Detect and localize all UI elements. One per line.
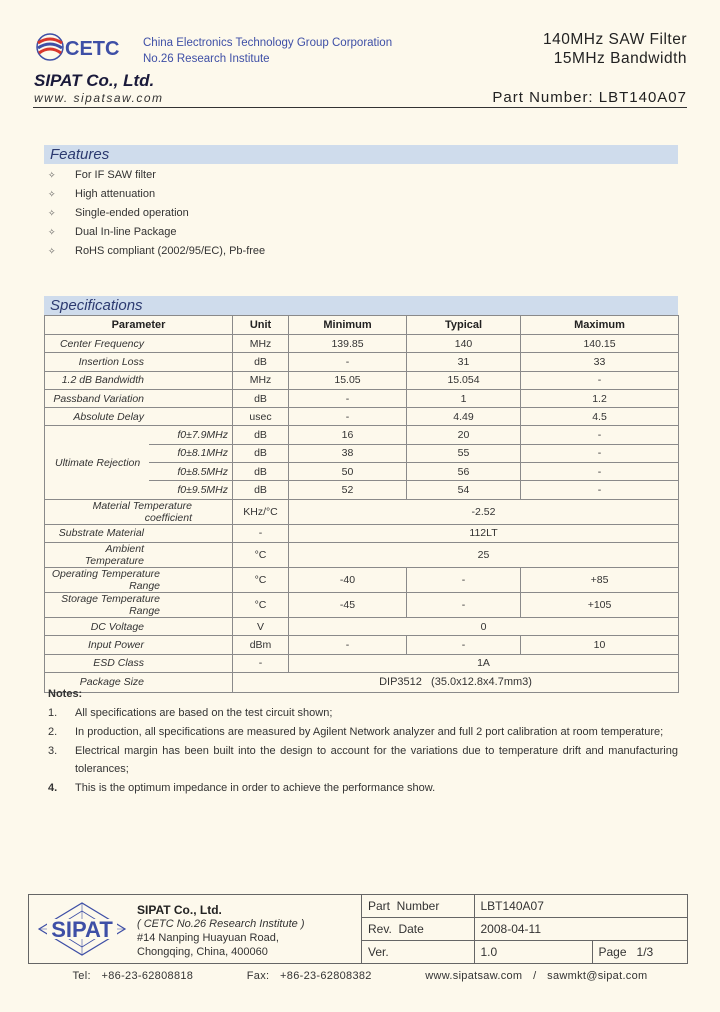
feature-text: High attenuation [75,188,156,200]
param-cell: Insertion Loss [45,353,233,371]
min-cell: - [289,636,407,654]
note-text: All specifications are based on the test circuit shown; [75,706,333,719]
note-number: 4. [48,782,58,794]
table-row [45,371,679,389]
list-item [48,723,678,742]
table-row [45,542,679,567]
param-sub-cell: f0±9.5MHz [149,481,233,499]
website-link[interactable]: www. sipatsaw.com [34,91,164,105]
diamond-bullet-icon: ✧ [48,208,56,218]
typ-cell: 55 [407,444,521,462]
org-line-2: No.26 Research Institute [143,53,270,65]
param-cell: 1.2 dB Bandwidth [45,371,233,389]
list-item [48,204,265,223]
table-header-row [45,316,679,335]
unit-cell: dB [233,481,289,499]
footer-address-line-2: Chongqing, China, 400060 [137,946,268,958]
footer-company-name: SIPAT Co., Ltd. [137,903,222,917]
min-cell: -45 [289,592,407,617]
unit-cell: dB [233,444,289,462]
value-cell: -2.52 [289,499,679,524]
param-sub-cell: f0±7.9MHz [149,426,233,444]
value-cell: 112LT [289,524,679,542]
unit-cell: - [233,524,289,542]
table-row [45,389,679,407]
table-row [362,940,687,963]
cetc-logo [34,30,130,64]
param-cell: DC Voltage [45,617,233,635]
max-cell: 4.5 [521,408,679,426]
footer-box [28,894,688,964]
note-text: This is the optimum impedance in order to achieve the performance show. [75,782,436,794]
unit-cell: MHz [233,335,289,353]
max-cell: - [521,426,679,444]
param-sub-cell: f0±8.1MHz [149,444,233,462]
column-header: Parameter [45,316,233,335]
diamond-bullet-icon: ✧ [48,170,56,180]
unit-cell: °C [233,592,289,617]
unit-cell: dB [233,389,289,407]
min-cell: 50 [289,463,407,481]
unit-cell: dB [233,353,289,371]
diamond-bullet-icon: ✧ [48,189,56,199]
document-info-grid [362,895,687,963]
param-cell: Ambient Temperature [45,542,233,567]
part-number-value: LBT140A07 [474,895,687,918]
table-row [45,408,679,426]
list-item [48,223,265,242]
sipat-logo [33,897,131,961]
sipat-logo-text: SIPAT [51,917,113,942]
max-cell: +85 [521,567,679,592]
list-item [48,742,678,779]
max-cell: 140.15 [521,335,679,353]
unit-cell: dB [233,426,289,444]
footer-company-info [137,903,305,959]
header-divider [33,107,687,108]
typ-cell: 56 [407,463,521,481]
unit-cell: °C [233,542,289,567]
max-cell: - [521,463,679,481]
page-indicator: Page 1/3 [592,940,687,963]
param-cell: Passband Variation [45,389,233,407]
features-list [48,166,265,261]
max-cell: +105 [521,592,679,617]
list-item [48,166,265,185]
table-row [45,592,679,617]
notes-section [48,686,678,798]
table-row [45,567,679,592]
column-header: Unit [233,316,289,335]
param-cell: Operating Temperature Range [45,567,233,592]
table-row [362,895,687,918]
note-text: Electrical margin has been built into the design to account for the variations due to temperature drift and manufacturing tolerances; [75,744,678,775]
value-cell: 0 [289,617,679,635]
features-heading: Features [44,145,678,164]
title-line-2: 15MHz Bandwidth [553,50,687,67]
contact-line: Tel: +86-23-62808818 Fax: +86-23-62808382 www.sipatsaw.com / sawmkt@sipat.com [72,970,648,982]
note-number: 1. [48,706,58,719]
unit-cell: - [233,654,289,672]
typ-cell: 4.49 [407,408,521,426]
max-cell: - [521,444,679,462]
min-cell: 38 [289,444,407,462]
max-cell: - [521,481,679,499]
footer-institute: ( CETC No.26 Research Institute ) [137,918,305,930]
table-row [45,426,679,444]
value-cell: 1A [289,654,679,672]
column-header: Maximum [521,316,679,335]
min-cell: 15.05 [289,371,407,389]
typ-cell: 54 [407,481,521,499]
typ-cell: 31 [407,353,521,371]
param-cell: Material Temperature coefficient [45,499,233,524]
rejection-label-cell: Ultimate Rejection [45,426,149,499]
table-row [45,654,679,672]
min-cell: -40 [289,567,407,592]
max-cell: - [521,371,679,389]
min-cell: - [289,389,407,407]
param-cell: Absolute Delay [45,408,233,426]
typ-cell: 1 [407,389,521,407]
title-line-1: 140MHz SAW Filter [542,31,687,48]
feature-text: Single-ended operation [75,207,189,219]
note-text: In production, all specifications are measured by Agilent Network analyzer and full 2 port calibration at room temperature; [75,725,664,738]
organization-name [143,35,392,67]
typ-cell: 140 [407,335,521,353]
param-cell: Storage Temperature Range [45,592,233,617]
max-cell: 10 [521,636,679,654]
note-number: 3. [48,744,58,757]
min-cell: 16 [289,426,407,444]
list-item [48,779,678,798]
column-header: Minimum [289,316,407,335]
part-number-heading: Part Number: LBT140A07 [492,89,687,106]
table-row [45,499,679,524]
diamond-bullet-icon: ✧ [48,227,56,237]
company-name: SIPAT Co., Ltd. [34,71,155,90]
list-item [48,242,265,261]
cetc-emblem-icon [34,30,130,64]
org-line-1: China Electronics Technology Group Corporation [143,37,393,49]
unit-cell: V [233,617,289,635]
value-cell: 25 [289,542,679,567]
unit-cell: usec [233,408,289,426]
table-row [45,617,679,635]
typ-cell: 15.054 [407,371,521,389]
param-cell: Substrate Material [45,524,233,542]
cetc-logo-text: CETC [65,38,120,60]
feature-text: RoHS compliant (2002/95/EC), Pb-free [75,245,266,257]
param-cell: Center Frequency [45,335,233,353]
version-value: 1.0 [474,940,592,963]
column-header: Typical [407,316,521,335]
min-cell: - [289,408,407,426]
table-row [45,335,679,353]
note-number: 2. [48,725,58,738]
rev-date-value: 2008-04-11 [474,918,687,941]
unit-cell: dB [233,463,289,481]
value-cell: DIP3512 (35.0x12.8x4.7mm3) [233,672,679,692]
specifications-table [44,315,679,693]
param-cell: Input Power [45,636,233,654]
document-title [543,30,687,68]
specifications-heading: Specifications [44,296,678,315]
unit-cell: KHz/°C [233,499,289,524]
sipat-globe-icon [33,897,131,961]
version-label: Ver. [362,940,474,963]
diamond-bullet-icon: ✧ [48,246,56,256]
unit-cell: °C [233,567,289,592]
table-row [45,636,679,654]
part-number-label: Part Number [362,895,474,918]
feature-text: Dual In-line Package [75,226,177,238]
rev-date-label: Rev. Date [362,918,474,941]
min-cell: 52 [289,481,407,499]
typ-cell: - [407,567,521,592]
unit-cell: MHz [233,371,289,389]
list-item [48,185,265,204]
notes-title: Notes: [48,688,83,700]
param-cell: ESD Class [45,654,233,672]
min-cell: 139.85 [289,335,407,353]
table-row [45,524,679,542]
param-sub-cell: f0±8.5MHz [149,463,233,481]
feature-text: For IF SAW filter [75,169,156,181]
list-item [48,704,678,723]
param-cell: Package Size [45,672,233,692]
typ-cell: - [407,636,521,654]
table-row [362,918,687,941]
max-cell: 1.2 [521,389,679,407]
min-cell: - [289,353,407,371]
typ-cell: 20 [407,426,521,444]
footer-address-line-1: #14 Nanping Huayuan Road, [137,932,279,944]
typ-cell: - [407,592,521,617]
unit-cell: dBm [233,636,289,654]
max-cell: 33 [521,353,679,371]
table-row [45,353,679,371]
